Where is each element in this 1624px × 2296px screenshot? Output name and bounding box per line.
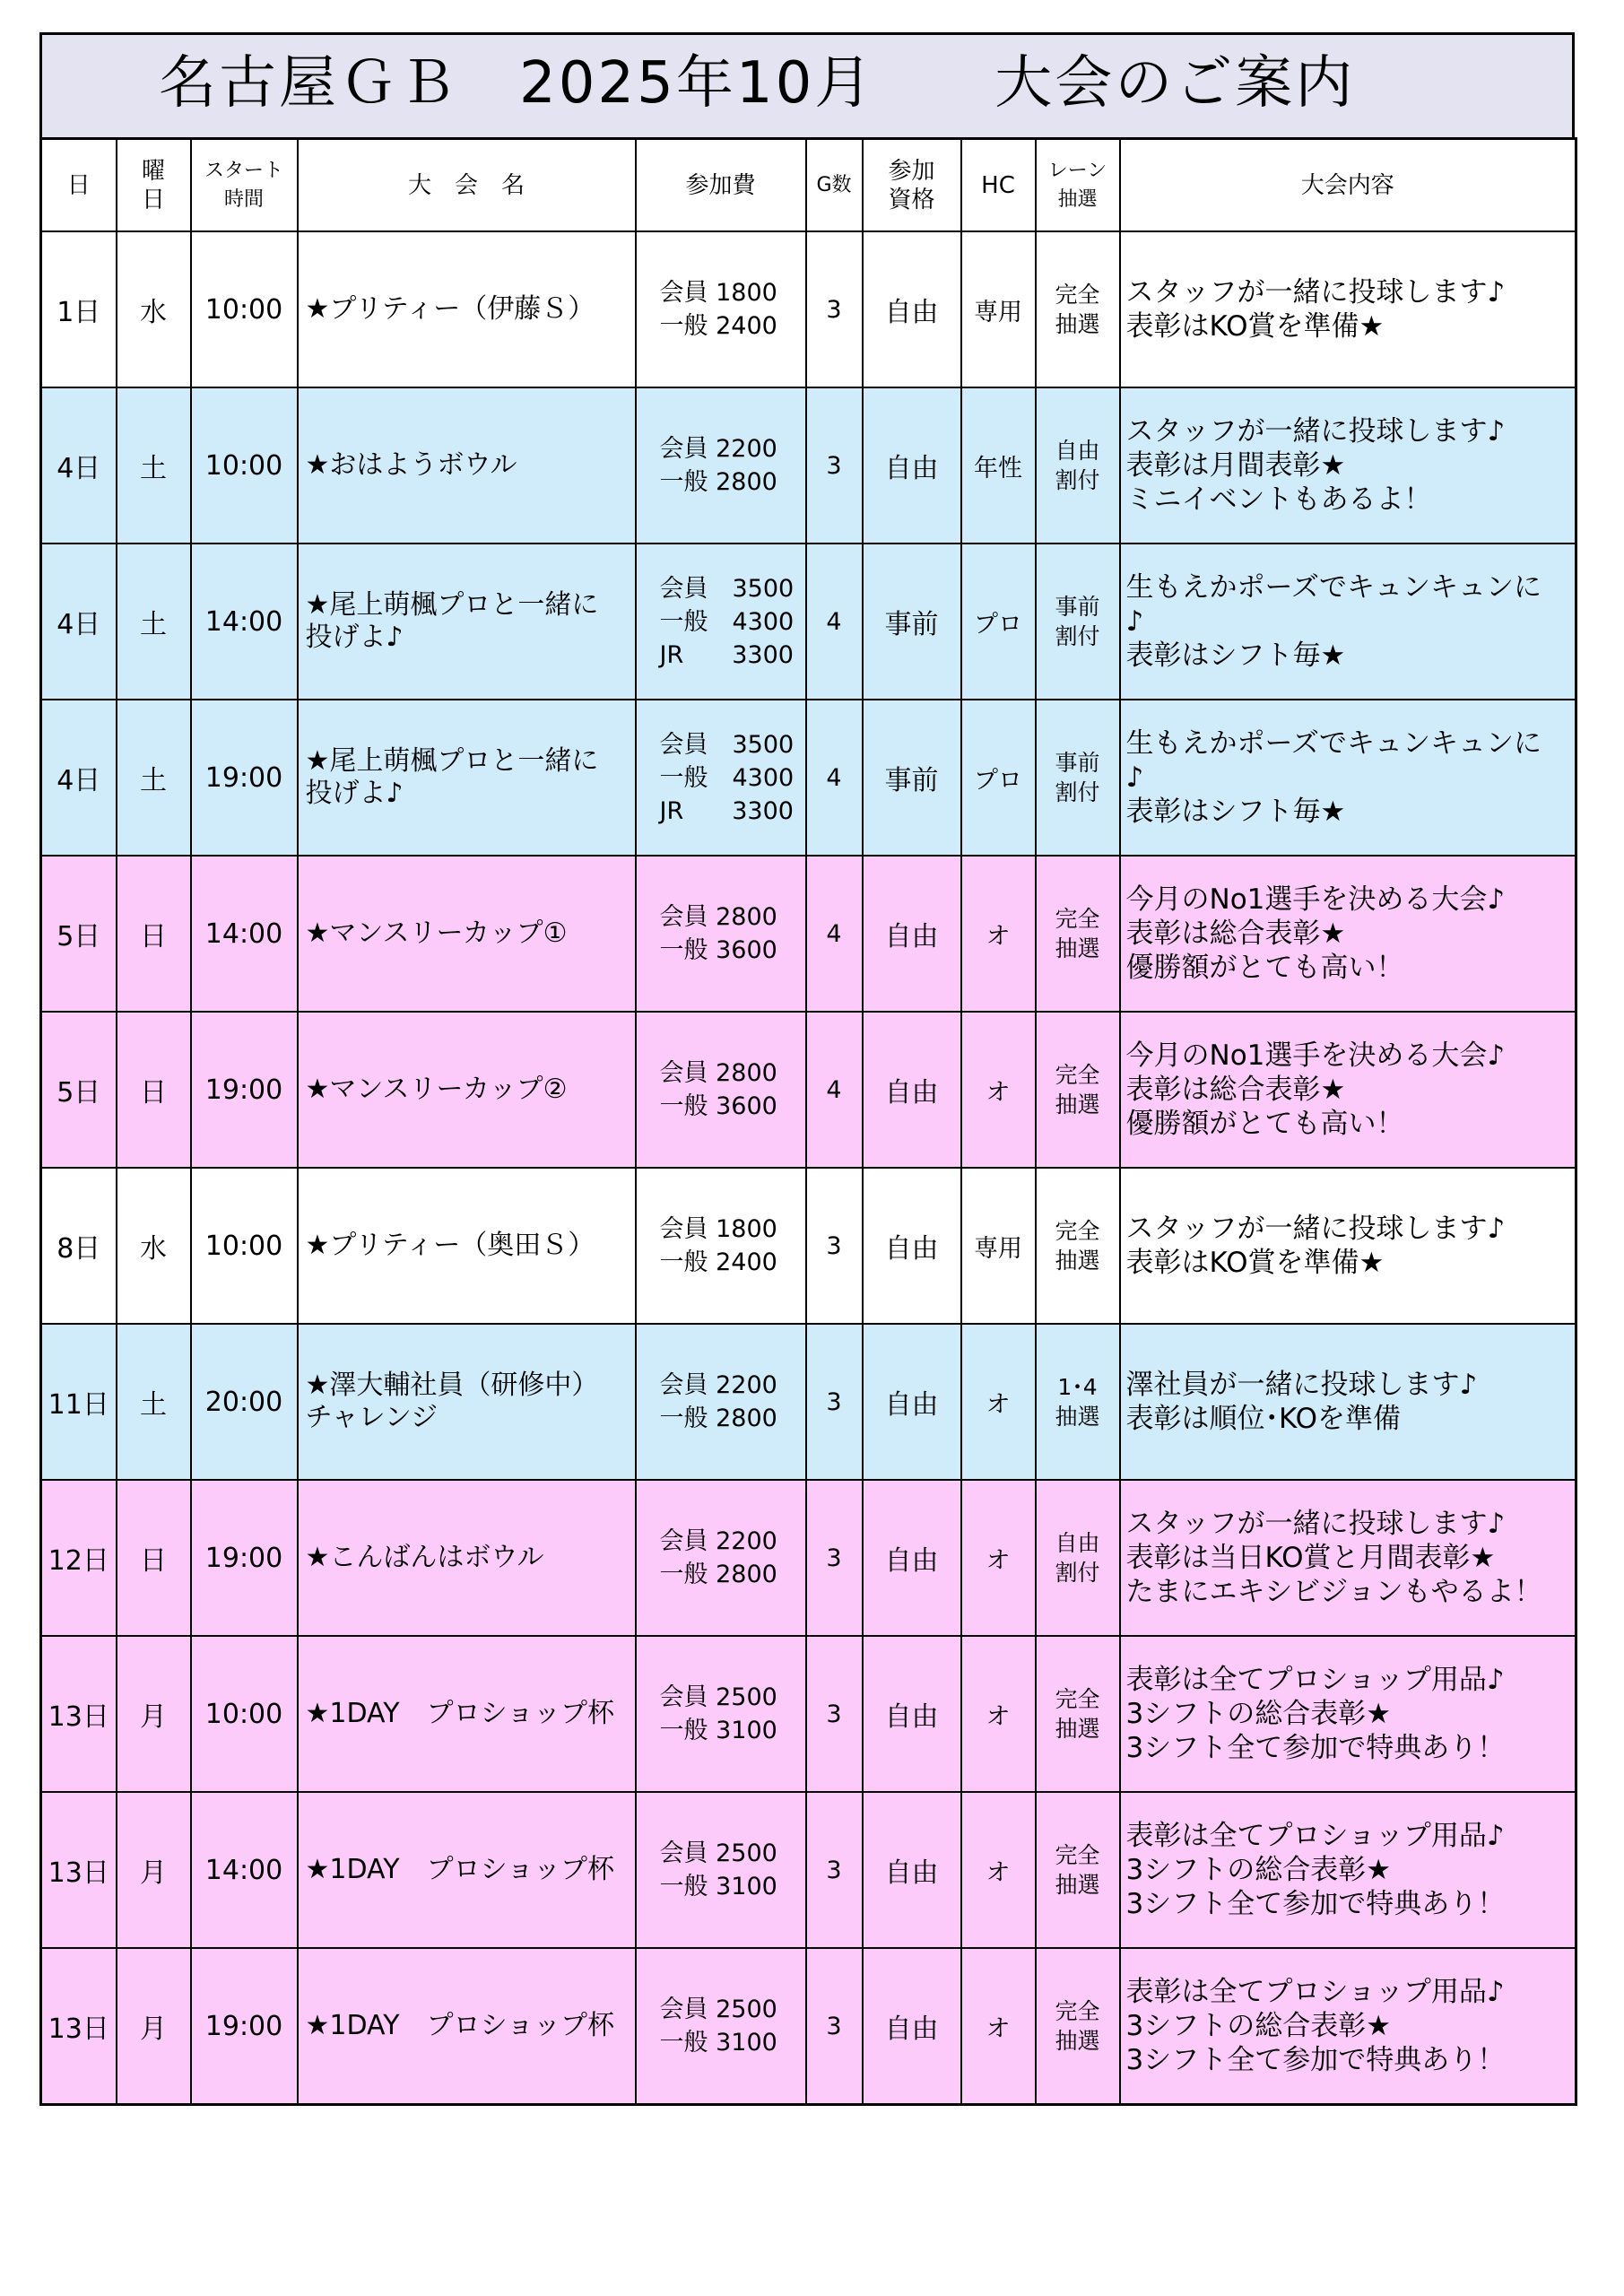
lane-draw-cell: 完全 抽選 [1036, 1636, 1120, 1792]
weekday-cell: 土 [117, 544, 191, 700]
games-cell: 3 [806, 1792, 863, 1948]
tournament-name-cell: ★1DAY プロショップ杯 [298, 1948, 636, 2105]
tournament-name-cell: ★プリティー（奥田Ｓ） [298, 1168, 636, 1324]
eligibility-cell: 自由 [863, 1324, 961, 1480]
table-row [41, 856, 1576, 1012]
table-row [41, 1948, 1576, 2105]
tournament-name-cell: ★尾上萌楓プロと一緒に 投げよ♪ [298, 700, 636, 856]
eligibility-cell: 自由 [863, 1012, 961, 1168]
header-row [41, 139, 1576, 232]
weekday-cell: 水 [117, 1168, 191, 1324]
start-time-cell: 19:00 [191, 700, 298, 856]
weekday-cell: 月 [117, 1636, 191, 1792]
eligibility-cell: 自由 [863, 856, 961, 1012]
content-cell: スタッフが一緒に投球します♪ 表彰は月間表彰★ ミニイベントもあるよ！ [1120, 387, 1576, 544]
weekday-cell: 月 [117, 1948, 191, 2105]
day-cell: 13日 [41, 1792, 117, 1948]
games-cell: 4 [806, 700, 863, 856]
content-cell: 澤社員が一緒に投球します♪ 表彰は順位･KOを準備 [1120, 1324, 1576, 1480]
weekday-cell: 日 [117, 1480, 191, 1636]
fee-cell: 会員 3500 一般 4300 JR 3300 [636, 700, 806, 856]
eligibility-cell: 自由 [863, 1792, 961, 1948]
fee-cell: 会員 2800 一般 3600 [636, 1012, 806, 1168]
eligibility-cell: 自由 [863, 231, 961, 387]
content-cell: 今月のNo1選手を決める大会♪ 表彰は総合表彰★ 優勝額がとても高い！ [1120, 856, 1576, 1012]
tournament-name-cell: ★1DAY プロショップ杯 [298, 1792, 636, 1948]
header-hc: HC [961, 139, 1036, 232]
hc-cell: オ [961, 1324, 1036, 1480]
fee-cell: 会員 2500 一般 3100 [636, 1948, 806, 2105]
header-day: 日 [41, 139, 117, 232]
fee-cell: 会員 2800 一般 3600 [636, 856, 806, 1012]
header-fee: 参加費 [636, 139, 806, 232]
tournament-name-cell: ★マンスリーカップ① [298, 856, 636, 1012]
lane-draw-cell: 完全 抽選 [1036, 1168, 1120, 1324]
header-content: 大会内容 [1120, 139, 1576, 232]
fee-cell: 会員 2500 一般 3100 [636, 1792, 806, 1948]
day-cell: 5日 [41, 1012, 117, 1168]
header-lane: レーン 抽選 [1036, 139, 1120, 232]
games-cell: 3 [806, 387, 863, 544]
tournament-name-cell: ★おはようボウル [298, 387, 636, 544]
day-cell: 5日 [41, 856, 117, 1012]
lane-draw-cell: 完全 抽選 [1036, 1012, 1120, 1168]
lane-draw-cell: 完全 抽選 [1036, 856, 1120, 1012]
hc-cell: オ [961, 1012, 1036, 1168]
lane-draw-cell: 自由 割付 [1036, 387, 1120, 544]
table-row [41, 387, 1576, 544]
start-time-cell: 10:00 [191, 231, 298, 387]
start-time-cell: 14:00 [191, 1792, 298, 1948]
start-time-cell: 19:00 [191, 1948, 298, 2105]
hc-cell: 専用 [961, 231, 1036, 387]
table-row [41, 1324, 1576, 1480]
games-cell: 3 [806, 1948, 863, 2105]
day-cell: 1日 [41, 231, 117, 387]
schedule-sheet [39, 32, 1575, 2106]
table-row [41, 700, 1576, 856]
tournament-name-cell: ★澤大輔社員（研修中） チャレンジ [298, 1324, 636, 1480]
table-row [41, 1480, 1576, 1636]
content-cell: スタッフが一緒に投球します♪ 表彰はKO賞を準備★ [1120, 1168, 1576, 1324]
content-cell: 今月のNo1選手を決める大会♪ 表彰は総合表彰★ 優勝額がとても高い！ [1120, 1012, 1576, 1168]
lane-draw-cell: 完全 抽選 [1036, 1792, 1120, 1948]
content-cell: 表彰は全てプロショップ用品♪ 3シフトの総合表彰★ 3シフト全て参加で特典あり！ [1120, 1792, 1576, 1948]
content-cell: 表彰は全てプロショップ用品♪ 3シフトの総合表彰★ 3シフト全て参加で特典あり！ [1120, 1948, 1576, 2105]
content-cell: 生もえかポーズでキュンキュンに ♪ 表彰はシフト毎★ [1120, 544, 1576, 700]
fee-cell: 会員 2200 一般 2800 [636, 387, 806, 544]
games-cell: 3 [806, 1324, 863, 1480]
eligibility-cell: 自由 [863, 1168, 961, 1324]
day-cell: 4日 [41, 544, 117, 700]
table-row [41, 1168, 1576, 1324]
page-title: 名古屋ＧＢ 2025年10月 大会のご案内 [159, 50, 1356, 117]
tournament-name-cell: ★1DAY プロショップ杯 [298, 1636, 636, 1792]
content-cell: スタッフが一緒に投球します♪ 表彰はKO賞を準備★ [1120, 231, 1576, 387]
hc-cell: オ [961, 1792, 1036, 1948]
header-weekday: 曜 日 [117, 139, 191, 232]
games-cell: 3 [806, 1480, 863, 1636]
fee-cell: 会員 2500 一般 3100 [636, 1636, 806, 1792]
eligibility-cell: 事前 [863, 544, 961, 700]
tournament-table [39, 137, 1577, 2106]
header-eligibility: 参加 資格 [863, 139, 961, 232]
weekday-cell: 土 [117, 387, 191, 544]
hc-cell: 専用 [961, 1168, 1036, 1324]
start-time-cell: 20:00 [191, 1324, 298, 1480]
hc-cell: プロ [961, 544, 1036, 700]
eligibility-cell: 自由 [863, 1948, 961, 2105]
hc-cell: オ [961, 1480, 1036, 1636]
content-cell: 生もえかポーズでキュンキュンに ♪ 表彰はシフト毎★ [1120, 700, 1576, 856]
eligibility-cell: 事前 [863, 700, 961, 856]
content-cell: スタッフが一緒に投球します♪ 表彰は当日KO賞と月間表彰★ たまにエキシビジョンもやるよ！ [1120, 1480, 1576, 1636]
tournament-name-cell: ★尾上萌楓プロと一緒に 投げよ♪ [298, 544, 636, 700]
day-cell: 12日 [41, 1480, 117, 1636]
table-row [41, 1792, 1576, 1948]
table-row [41, 231, 1576, 387]
content-cell: 表彰は全てプロショップ用品♪ 3シフトの総合表彰★ 3シフト全て参加で特典あり！ [1120, 1636, 1576, 1792]
start-time-cell: 10:00 [191, 387, 298, 544]
lane-draw-cell: 事前 割付 [1036, 544, 1120, 700]
games-cell: 3 [806, 231, 863, 387]
hc-cell: プロ [961, 700, 1036, 856]
header-name: 大 会 名 [298, 139, 636, 232]
eligibility-cell: 自由 [863, 1636, 961, 1792]
fee-cell: 会員 1800 一般 2400 [636, 231, 806, 387]
weekday-cell: 日 [117, 856, 191, 1012]
weekday-cell: 日 [117, 1012, 191, 1168]
lane-draw-cell: 完全 抽選 [1036, 1948, 1120, 2105]
eligibility-cell: 自由 [863, 387, 961, 544]
start-time-cell: 14:00 [191, 544, 298, 700]
games-cell: 3 [806, 1168, 863, 1324]
tournament-name-cell: ★プリティー（伊藤Ｓ） [298, 231, 636, 387]
fee-cell: 会員 3500 一般 4300 JR 3300 [636, 544, 806, 700]
hc-cell: オ [961, 856, 1036, 1012]
eligibility-cell: 自由 [863, 1480, 961, 1636]
day-cell: 8日 [41, 1168, 117, 1324]
fee-cell: 会員 1800 一般 2400 [636, 1168, 806, 1324]
day-cell: 11日 [41, 1324, 117, 1480]
games-cell: 3 [806, 1636, 863, 1792]
lane-draw-cell: 完全 抽選 [1036, 231, 1120, 387]
games-cell: 4 [806, 856, 863, 1012]
hc-cell: オ [961, 1636, 1036, 1792]
header-start-time: スタート 時間 [191, 139, 298, 232]
table-row [41, 1636, 1576, 1792]
lane-draw-cell: 事前 割付 [1036, 700, 1120, 856]
start-time-cell: 19:00 [191, 1480, 298, 1636]
table-row [41, 1012, 1576, 1168]
title-bar [39, 32, 1575, 137]
day-cell: 4日 [41, 387, 117, 544]
games-cell: 4 [806, 1012, 863, 1168]
start-time-cell: 10:00 [191, 1168, 298, 1324]
fee-cell: 会員 2200 一般 2800 [636, 1324, 806, 1480]
weekday-cell: 月 [117, 1792, 191, 1948]
weekday-cell: 土 [117, 1324, 191, 1480]
weekday-cell: 土 [117, 700, 191, 856]
table-row [41, 544, 1576, 700]
lane-draw-cell: 自由 割付 [1036, 1480, 1120, 1636]
lane-draw-cell: 1･4 抽選 [1036, 1324, 1120, 1480]
hc-cell: 年性 [961, 387, 1036, 544]
day-cell: 13日 [41, 1948, 117, 2105]
weekday-cell: 水 [117, 231, 191, 387]
day-cell: 13日 [41, 1636, 117, 1792]
day-cell: 4日 [41, 700, 117, 856]
hc-cell: オ [961, 1948, 1036, 2105]
header-games: G数 [806, 139, 863, 232]
start-time-cell: 19:00 [191, 1012, 298, 1168]
tournament-name-cell: ★マンスリーカップ② [298, 1012, 636, 1168]
start-time-cell: 10:00 [191, 1636, 298, 1792]
start-time-cell: 14:00 [191, 856, 298, 1012]
games-cell: 4 [806, 544, 863, 700]
fee-cell: 会員 2200 一般 2800 [636, 1480, 806, 1636]
tournament-name-cell: ★こんばんはボウル [298, 1480, 636, 1636]
